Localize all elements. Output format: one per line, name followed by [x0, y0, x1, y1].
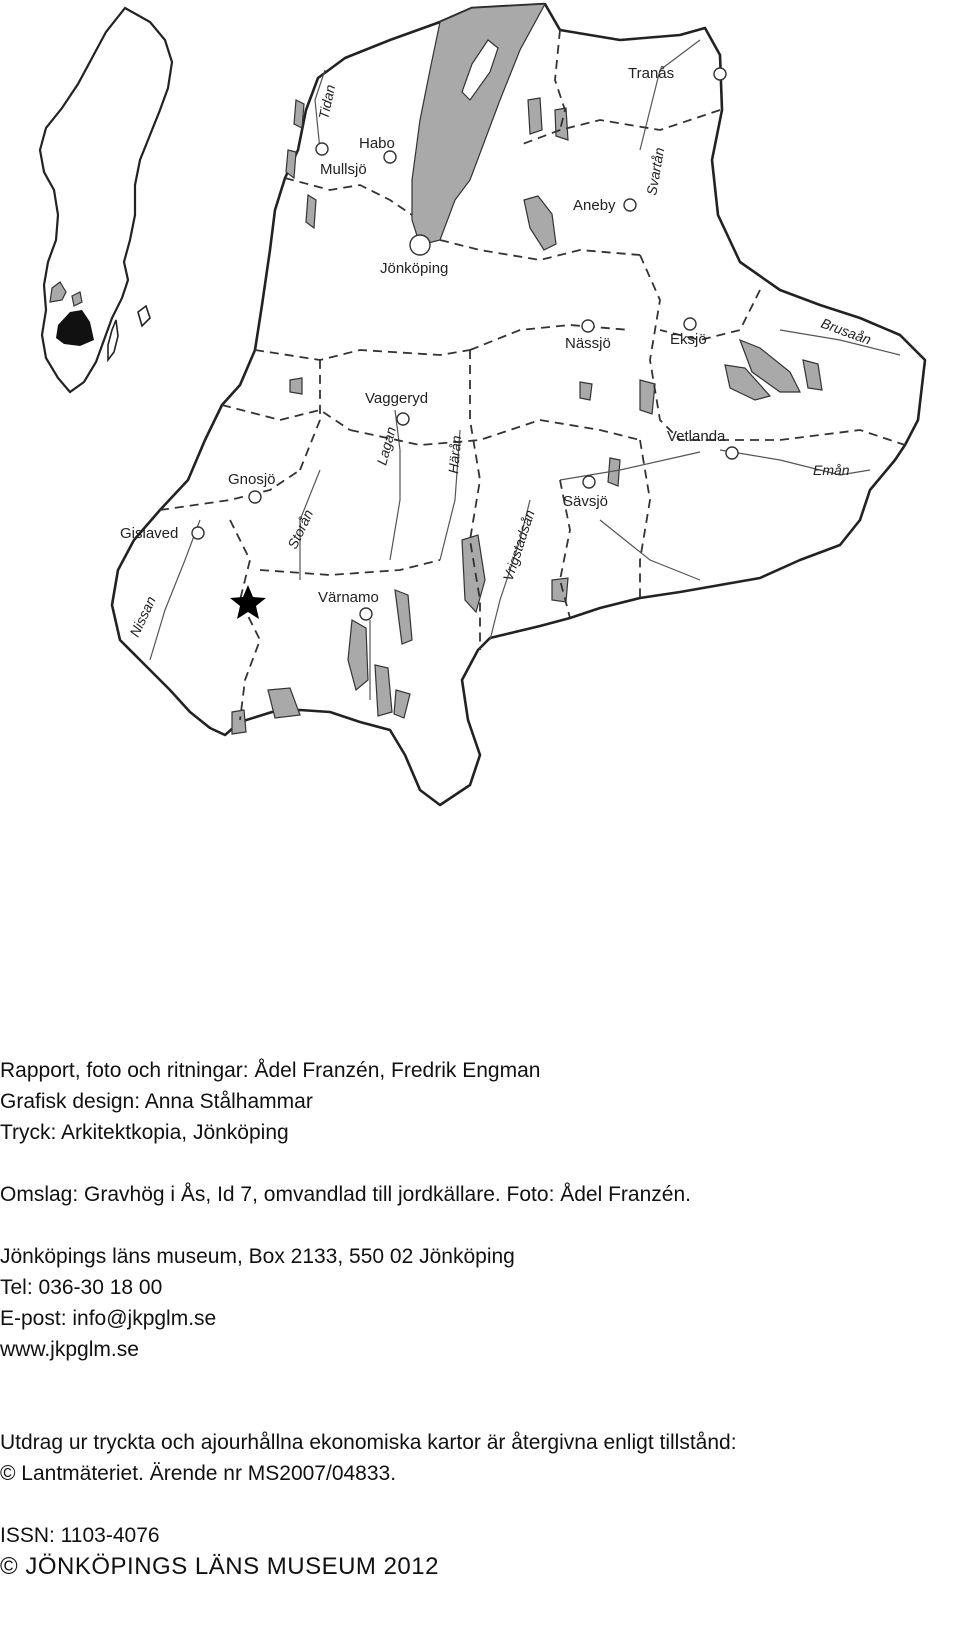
river-label-tidan: Tidan [315, 83, 339, 121]
copyright-line: © JÖNKÖPINGS LÄNS MUSEUM 2012 [0, 1553, 439, 1580]
county-outline [112, 4, 925, 805]
issn-line: ISSN: 1103-4076 [0, 1524, 160, 1547]
river-label-lagan: Lagan [373, 425, 399, 467]
town-dot-gnosjo [249, 491, 261, 503]
town-label-habo: Habo [359, 135, 395, 152]
town-dot-mullsjo [316, 143, 328, 155]
town-label-aneby: Aneby [573, 197, 616, 214]
town-label-vetlanda: Vetlanda [667, 428, 726, 445]
town-dot-habo [384, 151, 396, 163]
river-label-nissan: Nissan [126, 593, 159, 640]
town-dot-eksjo [684, 318, 696, 330]
map-permission-line: Utdrag ur tryckta och ajourhållna ekonomiska kartor är återgivna enligt tillstånd: [0, 1431, 737, 1454]
address-line: Jönköpings läns museum, Box 2133, 550 02 Jönköping [0, 1245, 515, 1268]
town-dot-savsjo [583, 476, 595, 488]
town-label-mullsjo: Mullsjö [320, 161, 367, 178]
email-line: E-post: info@jkpglm.se [0, 1307, 217, 1330]
gotland-outline [138, 306, 150, 326]
town-label-tranas: Tranås [628, 65, 675, 82]
town-dot-nassjo [582, 320, 594, 332]
sweden-locator-map [40, 8, 172, 392]
river-label-brusaan: Brusaån [818, 314, 874, 348]
town-dot-vetlanda [726, 447, 738, 459]
design-line: Grafisk design: Anna Stålhammar [0, 1090, 313, 1113]
town-label-varnamo: Värnamo [318, 589, 379, 606]
town-dot-varnamo [360, 608, 372, 620]
river-label-svartan: Svartån [643, 146, 668, 197]
cover-line: Omslag: Gravhög i Ås, Id 7, omvandlad till jordkällare. Foto: Ådel Franzén. [0, 1183, 691, 1206]
phone-line: Tel: 036-30 18 00 [0, 1276, 163, 1299]
town-label-vaggeryd: Vaggeryd [365, 390, 429, 407]
town-label-gislaved: Gislaved [120, 525, 179, 542]
town-label-nassjo: Nässjö [565, 335, 611, 352]
print-line: Tryck: Arkitektkopia, Jönköping [0, 1121, 289, 1144]
town-dot-aneby [624, 199, 636, 211]
town-dot-vaggeryd [397, 413, 409, 425]
colophon [0, 1055, 940, 1582]
web-line: www.jkpglm.se [0, 1338, 139, 1361]
map-license-line: © Lantmäteriet. Ärende nr MS2007/04833. [0, 1462, 397, 1485]
river-label-haran: Härån [445, 434, 465, 475]
town-dot-tranas [714, 68, 726, 80]
town-label-jonkoping: Jönköping [380, 260, 449, 277]
river-label-eman: Emån [813, 462, 850, 478]
town-label-gnosjo: Gnosjö [228, 471, 276, 488]
town-label-eksjo: Eksjö [670, 331, 707, 348]
town-dot-jonkoping [410, 235, 430, 255]
town-label-savsjo: Sävsjö [563, 493, 609, 510]
credits-line: Rapport, foto och ritningar: Ådel Franzén, Fredrik Engman [0, 1059, 541, 1082]
river-label-vrigstadsan: Vrigstadsån [499, 507, 538, 583]
river-label-storan: Storån [284, 507, 317, 552]
town-dot-gislaved [192, 527, 204, 539]
